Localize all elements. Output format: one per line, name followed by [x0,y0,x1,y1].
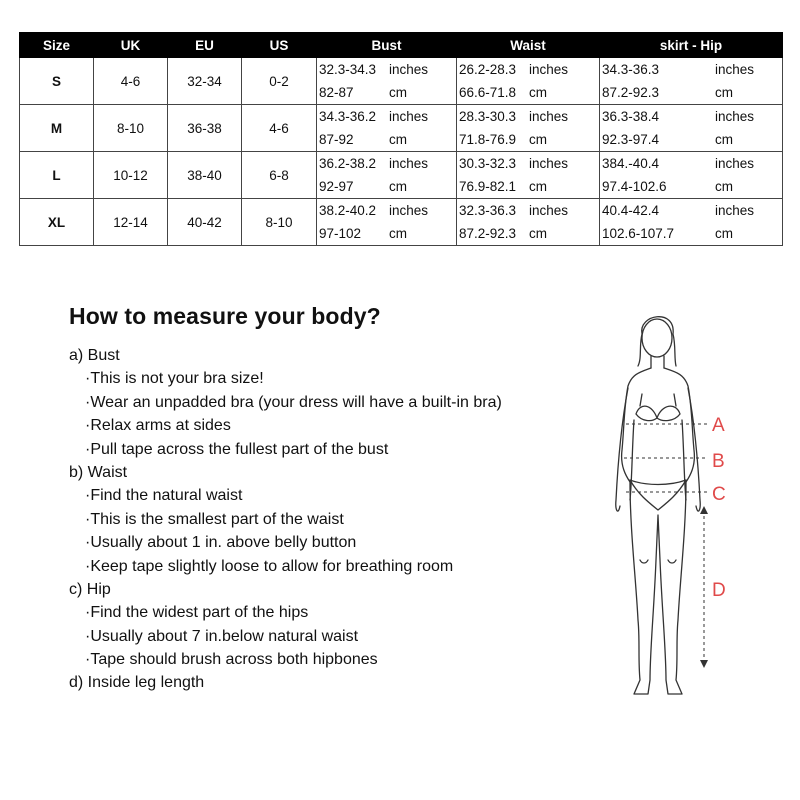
unit-inches: inches [529,203,569,218]
unit-inches: inches [529,62,569,77]
bust-cm-value: 87-92 [319,132,354,147]
figure-bra [636,394,680,421]
bust-cm-value: 97-102 [319,226,362,241]
unit-cm: cm [529,85,547,100]
column-header: US [242,33,317,58]
waist-cell [457,152,600,199]
bust-cm-value: 92-97 [319,179,354,194]
hip-measurements [600,152,782,198]
hip-cell [600,152,783,199]
column-header: EU [168,33,242,58]
unit-inches: inches [715,109,755,124]
waist-cm-value: 66.6-71.8 [459,85,517,100]
measure-heading: a) Bust [69,347,120,364]
waist-cm-value: 71.8-76.9 [459,132,517,147]
bust-cell [317,199,457,246]
bust-cm-value: 82-87 [319,85,354,100]
unit-inches: inches [529,156,569,171]
unit-inches: inches [529,109,569,124]
waist-inches-value: 26.2-28.3 [459,62,517,77]
measure-tip: ·Usually about 1 in. above belly button [85,534,357,552]
bust-measurements [317,152,456,198]
measure-tip: ·This is not your bra size! [85,370,264,388]
hip-cm-value: 102.6-107.7 [602,226,675,241]
unit-inches: inches [389,109,429,124]
table-row [20,199,783,246]
waist-measurements [457,58,599,104]
us-cell: 0-2 [242,58,317,105]
uk-cell: 8-10 [94,105,168,152]
table-row [20,152,783,199]
measure-tip: ·Tape should brush across both hipbones [85,651,378,669]
measure-tip: ·Keep tape slightly loose to allow for breathing room [85,557,454,575]
size-cell: L [20,152,94,199]
table-row [20,58,783,105]
body-measurement-figure [596,310,746,706]
column-header: skirt - Hip [600,33,783,58]
unit-cm: cm [529,132,547,147]
measure-guide-list [69,344,629,695]
uk-cell: 10-12 [94,152,168,199]
size-chart-body [20,58,783,246]
hip-inches-value: 40.4-42.4 [602,203,660,218]
unit-cm: cm [389,226,407,241]
bust-cell [317,152,457,199]
hip-measurements [600,105,782,151]
unit-cm: cm [389,132,407,147]
size-cell: S [20,58,94,105]
figure-label-b: B [712,451,725,472]
measure-tip: ·Usually about 7 in.below natural waist [85,627,359,645]
bust-inches-value: 34.3-36.2 [319,109,377,124]
waist-cell [457,58,600,105]
eu-cell: 32-34 [168,58,242,105]
unit-inches: inches [715,203,755,218]
measure-tip: ·Wear an unpadded bra (your dress will have a built-in bra) [85,393,502,411]
figure-legs [630,482,686,694]
bust-measurements [317,58,456,104]
figure-label-d: D [712,580,726,601]
guide-title: How to measure your body? [69,303,381,329]
hip-cell [600,199,783,246]
waist-cell [457,199,600,246]
waist-inches-value: 30.3-32.3 [459,156,517,171]
leg-arrow-bottom-icon [700,660,708,668]
uk-cell: 12-14 [94,199,168,246]
measure-tip: ·Find the natural waist [85,487,243,505]
waist-cm-value: 87.2-92.3 [459,226,517,241]
bust-cell [317,105,457,152]
eu-cell: 38-40 [168,152,242,199]
waist-inches-value: 28.3-30.3 [459,109,517,124]
unit-cm: cm [529,226,547,241]
waist-cell [457,105,600,152]
hip-cm-value: 87.2-92.3 [602,85,660,100]
hip-cell [600,105,783,152]
unit-inches: inches [389,62,429,77]
measure-heading: b) Waist [69,463,128,481]
unit-cm: cm [715,132,733,147]
measure-heading: c) Hip [69,580,111,598]
waist-inches-value: 32.3-36.3 [459,203,517,218]
size-cell: XL [20,199,94,246]
unit-cm: cm [715,85,733,100]
figure-left-arm [616,388,634,511]
measure-tip: ·Relax arms at sides [85,417,231,435]
column-header: Waist [457,33,600,58]
column-header: UK [94,33,168,58]
hip-cm-value: 97.4-102.6 [602,179,667,194]
size-chart-header-row [20,33,783,58]
bust-measurements [317,199,456,245]
bust-measurements [317,105,456,151]
unit-cm: cm [715,226,733,241]
figure-briefs [630,480,686,510]
waist-measurements [457,105,599,151]
size-chart-table [19,32,783,246]
figure-hair [638,317,676,366]
hip-cell [600,58,783,105]
eu-cell: 40-42 [168,199,242,246]
hip-measurements [600,58,782,104]
hip-inches-value: 384.-40.4 [602,156,660,171]
hip-measurements [600,199,782,245]
waist-cm-value: 76.9-82.1 [459,179,517,194]
bust-cell [317,58,457,105]
unit-cm: cm [389,85,407,100]
bust-inches-value: 38.2-40.2 [319,203,377,218]
figure-label-c: C [712,484,726,505]
unit-inches: inches [389,156,429,171]
uk-cell: 4-6 [94,58,168,105]
leg-arrow-top-icon [700,506,708,514]
unit-cm: cm [529,179,547,194]
measure-tip: ·Find the widest part of the hips [85,604,309,622]
us-cell: 6-8 [242,152,317,199]
bust-inches-value: 32.3-34.3 [319,62,377,77]
measure-heading: d) Inside leg length [69,674,205,692]
hip-inches-value: 34.3-36.3 [602,62,660,77]
measure-tip: ·This is the smallest part of the waist [85,510,344,528]
us-cell: 4-6 [242,105,317,152]
bust-inches-value: 36.2-38.2 [319,156,377,171]
unit-cm: cm [389,179,407,194]
column-header: Bust [317,33,457,58]
unit-inches: inches [715,156,755,171]
table-row [20,105,783,152]
column-header: Size [20,33,94,58]
us-cell: 8-10 [242,199,317,246]
unit-inches: inches [715,62,755,77]
figure-head [642,319,672,357]
eu-cell: 36-38 [168,105,242,152]
figure-label-a: A [712,415,725,436]
hip-inches-value: 36.3-38.4 [602,109,660,124]
figure-right-arm [682,388,700,511]
hip-cm-value: 92.3-97.4 [602,132,660,147]
size-cell: M [20,105,94,152]
unit-inches: inches [389,203,429,218]
measure-tip: ·Pull tape across the fullest part of the bust [85,440,389,458]
waist-measurements [457,152,599,198]
unit-cm: cm [715,179,733,194]
waist-measurements [457,199,599,245]
